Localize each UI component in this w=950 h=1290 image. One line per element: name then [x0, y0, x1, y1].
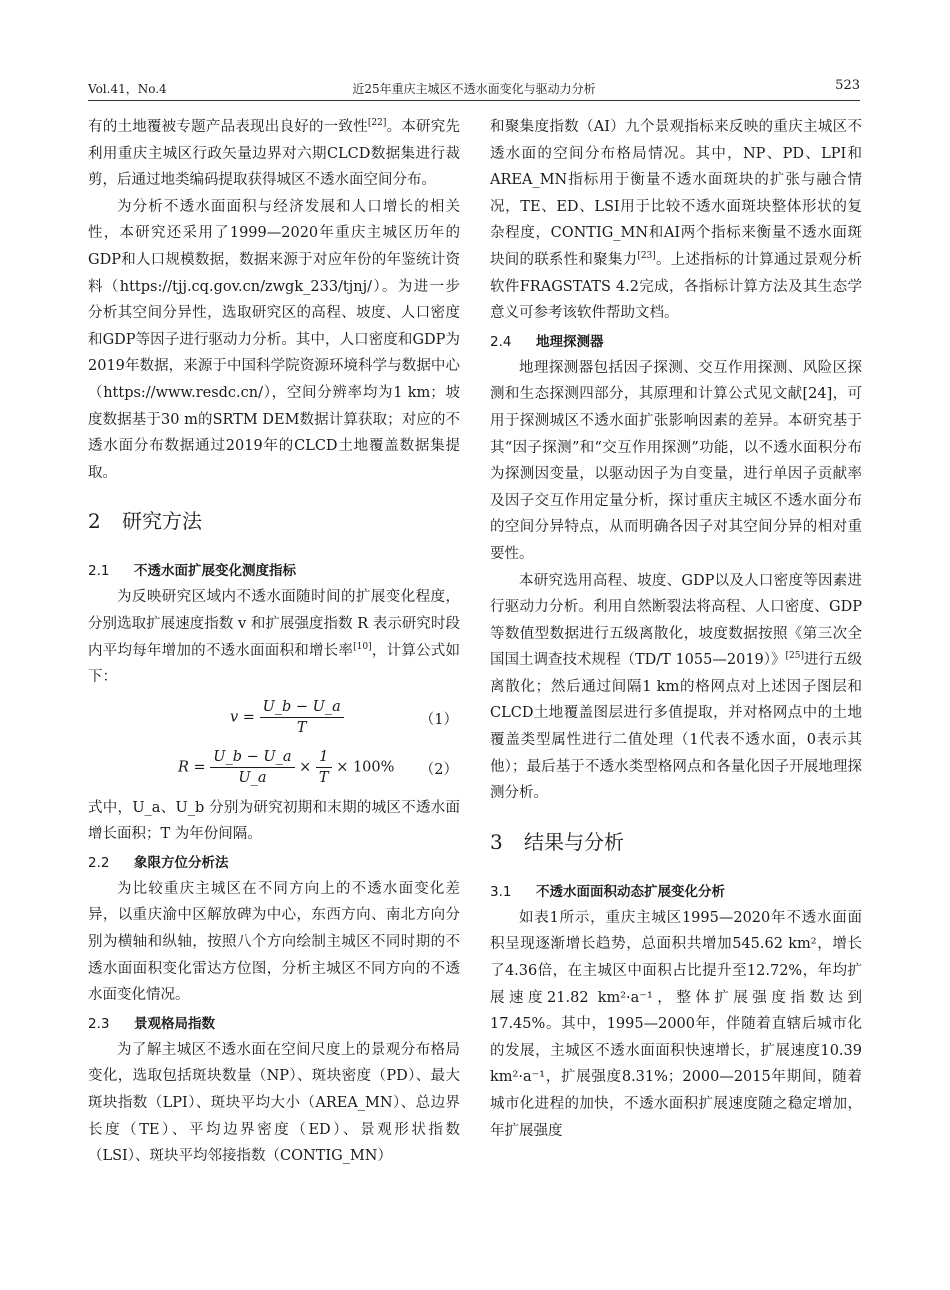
citation[interactable]: [22] [367, 118, 387, 128]
paragraph: 有的土地覆被专题产品表现出良好的一致性[22]。本研究先利用重庆主城区行政矢量边界对六期CLCD数据集进行裁剪，后通过地类编码提取获得城区不透水面空间分布。 [88, 118, 461, 189]
subsection-heading: 3.1 不透水面面积动态扩展变化分析 [490, 883, 725, 900]
subsection-heading: 2.2 象限方位分析法 [88, 854, 229, 871]
paragraph: 本研究选用高程、坡度、GDP以及人口密度等因素进行驱动力分析。利用自然断裂法将高程、人口密度、GDP等数值型数据进行五级离散化，坡度数据按照《第三次全国国土调查技术规程（TD/T 1055—2019）》[25]进行五级离散化；然后通过间隔1 km的格网点对上述因子图层和CLCD土地覆盖图层进行多值提取，并对格网点中的土地覆盖类型属性进行二值处理（1代表不透水面，0表示其他）；最后基于不透水类型格网点和各量化因子开展地理探测分析。 [490, 572, 862, 802]
right-column [490, 114, 862, 1144]
page-number: 523 [835, 78, 860, 93]
subsection-heading: 2.4 地理探测器 [490, 333, 604, 350]
citation[interactable]: [10] [353, 641, 372, 652]
subsection-heading: 2.1 不透水面扩展变化测度指标 [88, 563, 296, 580]
paragraph: 式中，U_a、U_b 分别为研究初期和末期的城区不透水面增长面积；T 为年份间隔。 [88, 799, 460, 843]
equation-2: R = $\frac{U\_b - U\_a}{U\_a}$ × $\frac{1}{T}$ × 100% （2） [178, 748, 458, 786]
paragraph: 为比较重庆主城区在不同方向上的不透水面变化差异，以重庆渝中区解放碑为中心，东西方向、南北方向分别为横轴和纵轴，按照八个方向绘制主城区不同时期的不透水面面积变化雷达方位图，分析主城区不同方向的不透水面变化情况。 [88, 880, 460, 1004]
paragraph: 为分析不透水面面积与经济发展和人口增长的相关性，本研究还采用了1999—2020年重庆主城区历年的GDP和人口规模数据，数据来源于对应年份的年鉴统计资料（https://tjj.cq.gov.cn/zwgk_233/tjnj/）。为进一步分析其空间分异性，选取研究区的高程、坡度、人口密度和GDP等因子进行驱动力分析。其中，人口密度和GDP为2019年数据，来源于中国科学院资源环境科学与数据中心（https://www.resdc.cn/），空间分辨率均为1 km；坡度数据基于30 m的SRTM DEM数据计算获取；对应的不透水面分布数据通过2019年的CLCD土地覆盖数据集提取。 [88, 198, 460, 481]
equation-number: （1） [419, 711, 458, 728]
equation-number: （2） [419, 761, 458, 778]
section-heading: 2 研究方法 [88, 509, 202, 534]
equation-1: v = $\frac{U\_b - U\_a}{T}$ （1） [230, 698, 458, 736]
paragraph: 地理探测器包括因子探测、交互作用探测、风险区探测和生态探测四部分，其原理和计算公式见文献[24]，可用于探测城区不透水面扩张影响因素的差异。本研究基于其“因子探测”和“交互作用探测”功能，以不透水面积分布为探测因变量，以驱动因子为自变量，进行单因子贡献率及因子交互作用定量分析，探讨重庆主城区不透水面分布的空间分异特点，从而明确各因子对其空间分异的相对重要性。 [490, 359, 862, 562]
journal-volume: Vol.41，No.4 [88, 82, 167, 96]
running-header [88, 78, 860, 101]
paragraph: 为反映研究区域内不透水面随时间的扩展变化程度，分别选取扩展速度指数 v 和扩展强度指数 R 表示研究时段内平均每年增加的不透水面面积和增长率[10]，计算公式如下： [88, 589, 461, 686]
section-heading: 3 结果与分析 [490, 829, 624, 854]
paragraph: 和聚集度指数（AI）九个景观指标来反映的重庆主城区不透水面的空间分布格局情况。其中，NP、PD、LPI和AREA_MN指标用于衡量不透水面斑块的扩张与融合情况，TE、ED、LSI用于比较不透水面斑块整体形状的复杂程度，CONTIG_MN和AI两个指标来衡量不透水面斑块间的联系性和聚集力[23]。上述指标的计算通过景观分析软件FRAGSTATS 4.2完成，各指标计算方法及其生态学意义可参考该软件帮助文档。 [490, 119, 863, 322]
paragraph: 如表1所示，重庆主城区1995—2020年不透水面面积呈现逐渐增长趋势，总面积共增加545.62 km²，增长了4.36倍，在主城区中面积占比提升至12.72%，年均扩展速度21.82 km²·a⁻¹，整体扩展强度指数达到17.45%。其中，1995—2000年，伴随着直辖后城市化的发展，主城区不透水面面积快速增长，扩展速度10.39 km²·a⁻¹，扩展强度8.31%；2000—2015年期间，随着城市化进程的加快，不透水面积扩展速度随之稳定增加，年扩展强度 [490, 909, 862, 1139]
citation[interactable]: [25] [785, 651, 804, 662]
citation[interactable]: [23] [637, 250, 656, 261]
subsection-heading: 2.3 景观格局指数 [88, 1015, 215, 1032]
paragraph: 为了解主城区不透水面在空间尺度上的景观分布格局变化，选取包括斑块数量（NP）、斑块密度（PD）、最大斑块指数（LPI）、斑块平均大小（AREA_MN）、总边界长度（TE）、平均边界密度（ED）、景观形状指数（LSI）、斑块平均邻接指数（CONTIG_MN） [88, 1041, 460, 1165]
running-title: 近25年重庆主城区不透水面变化与驱动力分析 [352, 82, 596, 96]
left-column [88, 114, 460, 1170]
